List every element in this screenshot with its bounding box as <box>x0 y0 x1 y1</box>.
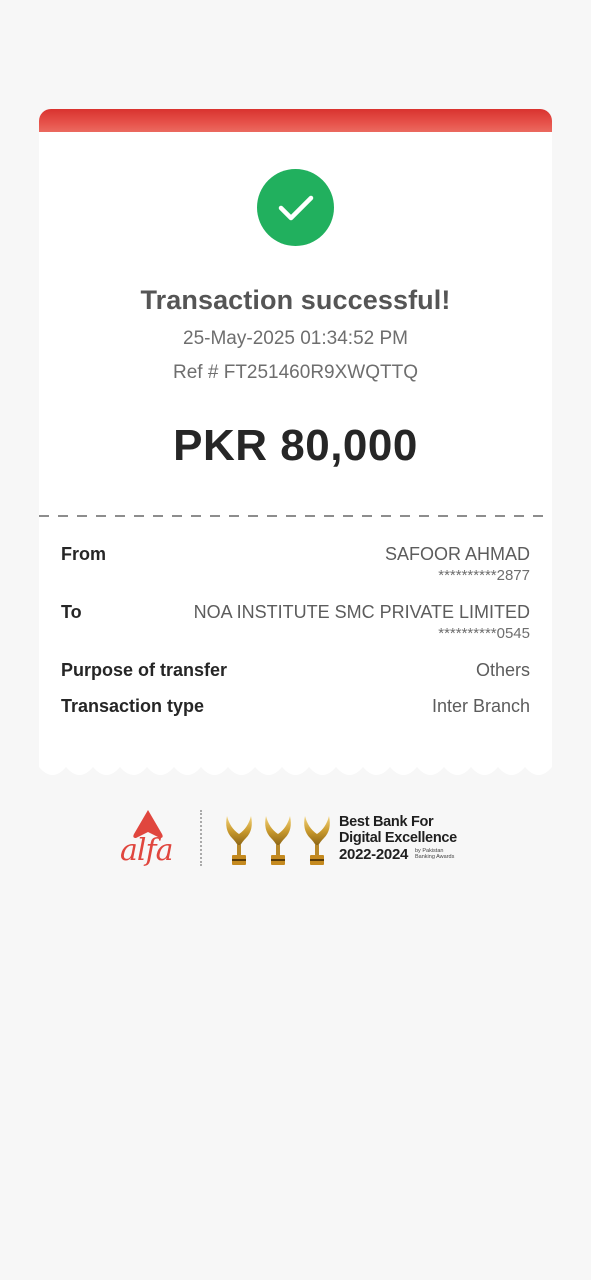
award-years: 2022-2024 <box>339 846 409 863</box>
to-label: To <box>61 602 82 622</box>
receipt-summary <box>39 132 552 515</box>
to-account: **********0545 <box>438 625 530 642</box>
receipt-header-bar <box>39 109 552 132</box>
success-check-icon <box>257 169 334 246</box>
transaction-receipt <box>39 109 552 777</box>
transaction-details <box>39 517 552 755</box>
type-label: Transaction type <box>61 696 205 716</box>
to-name: NOA INSTITUTE SMC PRIVATE LIMITED <box>193 602 530 622</box>
transaction-datetime: 25-May-2025 01:34:52 PM <box>183 328 408 349</box>
status-title: Transaction successful! <box>140 285 451 315</box>
from-name: SAFOOR AHMAD <box>384 544 530 564</box>
trophy-icons <box>222 812 334 868</box>
receipt-torn-edge <box>39 755 552 777</box>
from-label: From <box>61 544 106 564</box>
detail-row-type <box>61 696 530 717</box>
award-line-1: Best Bank For <box>339 814 434 830</box>
award-source: by Pakistan Banking Awards <box>415 848 455 860</box>
branding-separator <box>200 810 202 866</box>
purpose-label: Purpose of transfer <box>61 660 228 680</box>
alfa-logo-text: alfa <box>120 833 173 868</box>
detail-row-purpose <box>61 660 530 681</box>
type-value: Inter Branch <box>431 696 530 716</box>
transaction-reference: Ref # FT251460R9XWQTTQ <box>173 362 418 383</box>
detail-row-from <box>61 544 530 584</box>
detail-row-to <box>61 602 530 642</box>
purpose-value: Others <box>475 660 530 680</box>
from-account: **********2877 <box>438 567 530 584</box>
bank-branding <box>118 808 468 870</box>
transaction-amount: PKR 80,000 <box>173 421 418 470</box>
award-line-2: Digital Excellence <box>339 830 457 846</box>
